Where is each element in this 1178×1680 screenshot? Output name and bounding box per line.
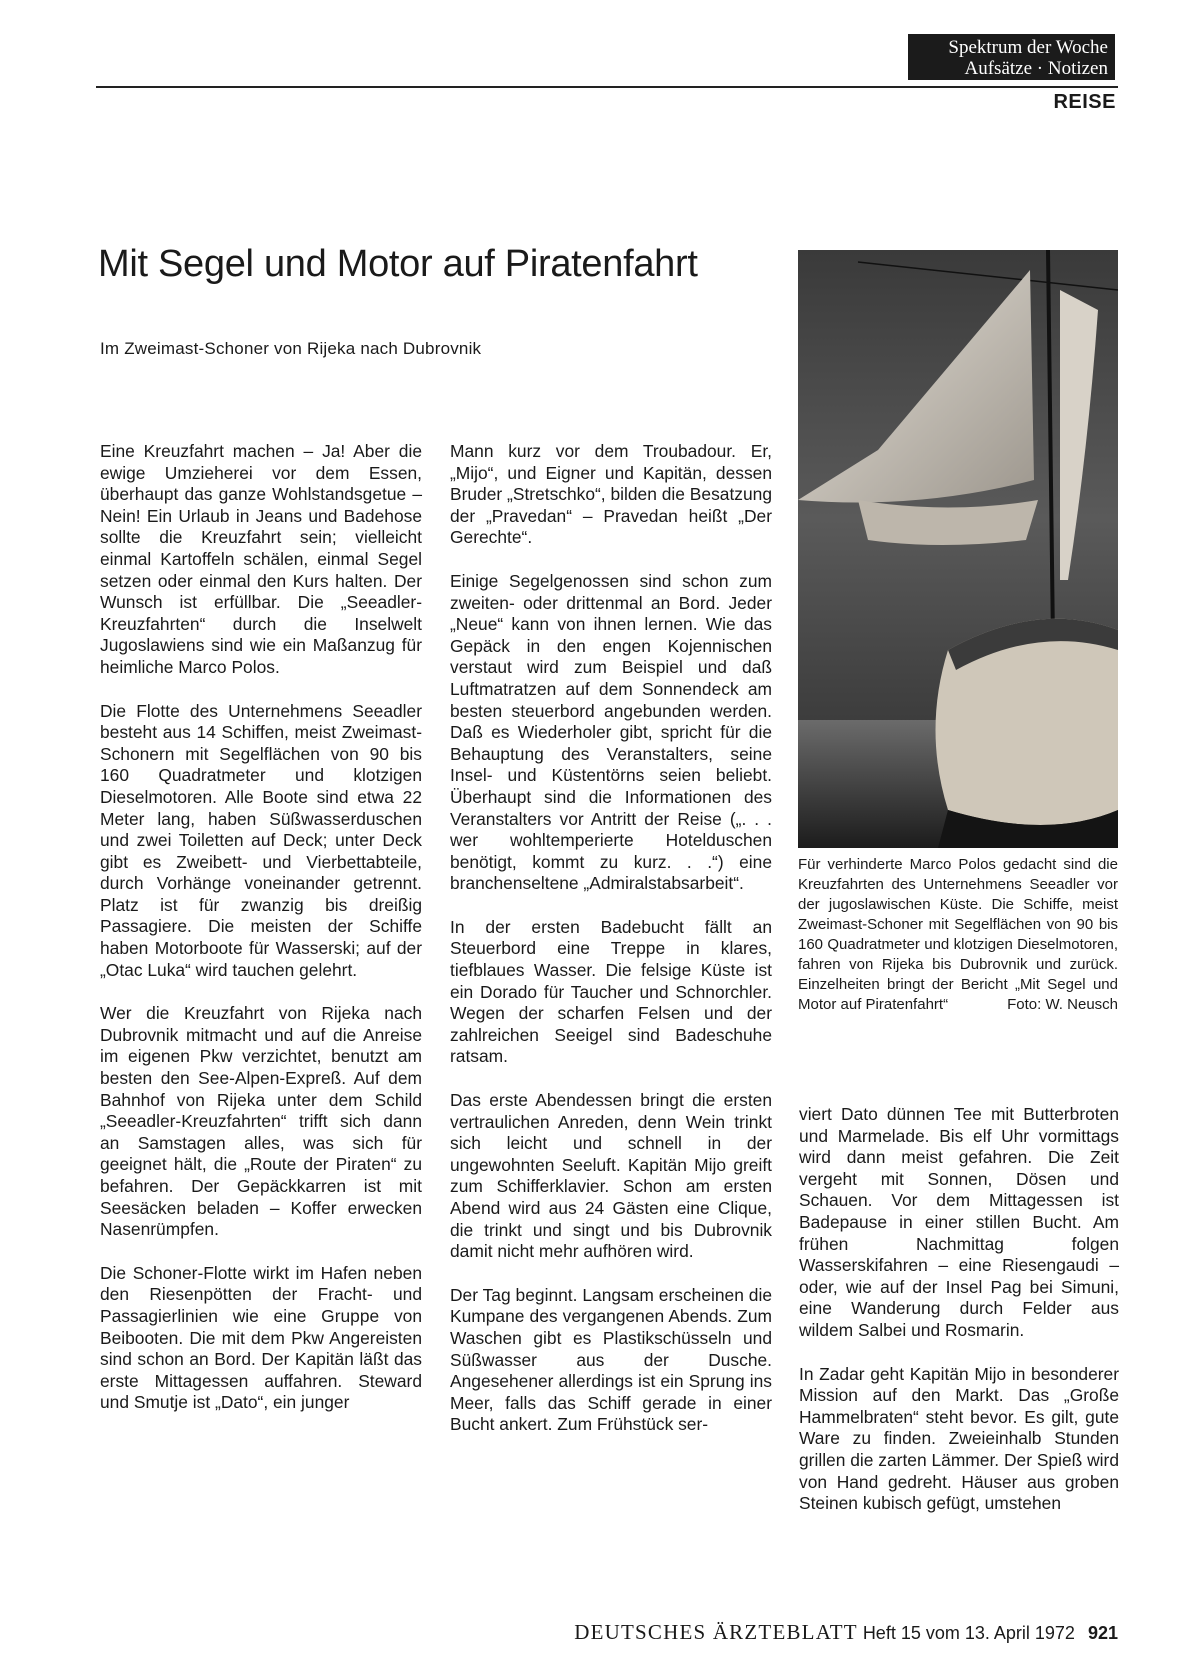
paragraph: Einige Segelgenossen sind schon zum zweiten- oder drittenmal an Bord. Jeder „Neue“ kann von ihnen lernen. Wie das Gepäck in den engen Kojennischen verstaut wird zum Beispiel und daß Luftmatratzen auf dem Sonnendeck am besten steuerbord angebunden werden. Daß es Wiederholer gibt, spricht für die Behauptung des Veranstalters, seine Insel- und Küstentörns seien beliebt. Überhaupt sind die Informationen des Veranstalters vor Antritt der Reise („. . . wer wohltemperierte Hotelduschen benötigt, kommt zu kurz. . .“) eine branchenseltene „Admiralstabsarbeit“. (450, 570, 772, 894)
page-number: 921 (1087, 1623, 1118, 1643)
paragraph: Der Tag beginnt. Langsam erscheinen die Kumpane des vergangenen Abends. Zum Waschen gibt es Plastikschüsseln und Süßwasser aus der Dusche. Angesehener allerdings ist ein Sprung ins Meer, falls das Schiff gerade in einer Bucht ankert. Zum Frühstück ser- (450, 1284, 772, 1435)
photo-caption (798, 855, 1118, 1015)
photo-credit: Foto: W. Neusch (1007, 996, 1118, 1013)
header-rule (96, 86, 1118, 88)
caption-text: Für verhinderte Marco Polos gedacht sind die Kreuzfahrten des Unternehmens Seeadler vor der jugoslawischen Küste. Die Schiffe, meist Zweimast-Schoner mit Segelflächen von 90 bis 160 Quadratmeter und klotzigen Dieselmotoren, fahren von Rijeka bis Dubrovnik und zurück. Einzelheiten bringt der Bericht „Mit Segel und Motor auf Piratenfahrt“ (798, 856, 1118, 1013)
issue-info: Heft 15 vom 13. April 1972 (862, 1623, 1075, 1643)
section-label: REISE (1053, 91, 1116, 113)
paragraph: viert Dato dünnen Tee mit Butterbroten und Marmelade. Bis elf Uhr vormittags wird dann meist gefahren. Die Zeit vergeht mit Sonnen, Dösen und Schauen. Vor dem Mittagessen ist Badepause in einer stillen Bucht. Am frühen Nachmittag folgen Wasserskifahren – eine Riesengaudi – oder, wie auf der Insel Pag bei Simuni, eine Wanderung durch Felder aus wildem Salbei und Rosmarin. (799, 1104, 1119, 1340)
paragraph: In der ersten Badebucht fällt an Steuerbord eine Treppe in klares, tiefblaues Wasser. Die felsige Küste ist ein Dorado für Taucher und Schnorchler. Wegen der scharfen Felsen und der zahlreichen Seeigel sind Badeschuhe ratsam. (450, 916, 772, 1067)
section-badge (908, 34, 1115, 80)
paragraph: Die Schoner-Flotte wirkt im Hafen neben den Riesenpötten der Fracht- und Passagierlinien wie eine Gruppe von Beibooten. Die mit dem Pkw Angereisten sind schon an Bord. Der Kapitän läßt das erste Mittagessen auffahren. Steward und Smutje ist „Dato“, ein junger (100, 1262, 422, 1413)
badge-line-1: Spektrum der Woche (948, 37, 1108, 58)
article-title: Mit Segel und Motor auf Piratenfahrt (98, 243, 698, 285)
paragraph: Wer die Kreuzfahrt von Rijeka nach Dubrovnik mitmacht und auf die Anreise im eigenen Pkw verzichtet, benutzt am besten den See-Alpen-Expreß. Auf dem Bahnhof von Rijeka unter dem Schild „Seeadler-Kreuzfahrten“ trifft sich dann an Samstagen alles, was sich für geeignet hält, die „Route der Piraten“ zu befahren. Der Gepäckkarren ist mit Seesäcken beladen – Koffer erwecken Nasenrümpfen. (100, 1003, 422, 1240)
page-footer (574, 1620, 1118, 1645)
paragraph: In Zadar geht Kapitän Mijo in besonderer Mission auf den Markt. Das „Große Hammelbraten“ steht bevor. Es gilt, gute Ware zu finden. Zweieinhalb Stunden grillen die zarten Lämmer. Der Spieß wird von Hand gedreht. Häuser aus groben Steinen kubisch gefügt, umstehen (799, 1363, 1119, 1514)
paragraph: Eine Kreuzfahrt machen – Ja! Aber die ewige Umzieherei vor dem Essen, überhaupt das ganze Wohlstandsgetue – Nein! Ein Urlaub in Jeans und Badehose sollte die Kreuzfahrt sein; vielleicht einmal Kartoffeln schälen, einmal Segel setzen oder einmal den Kurs halten. Der Wunsch ist erfüllbar. Die „Seeadler-Kreuzfahrten“ durch die Inselwelt Jugoslawiens sind wie ein Maßanzug für heimliche Marco Polos. (100, 441, 422, 677)
text-column-1 (100, 441, 422, 1436)
paragraph: Das erste Abendessen bringt die ersten vertraulichen Anreden, denn Wein trinkt sich leicht und schnell in der ungewohnten Seeluft. Kapitän Mijo greift zum Schifferklavier. Schon am ersten Abend wird aus 24 Gästen eine Clique, die trinkt und singt und bis Dubrovnik damit nicht mehr aufhören wird. (450, 1090, 772, 1262)
text-column-3 (799, 1104, 1119, 1537)
magazine-name: DEUTSCHES ÄRZTEBLATT (574, 1620, 858, 1644)
schooner-photo (798, 250, 1118, 848)
paragraph: Die Flotte des Unternehmens Seeadler besteht aus 14 Schiffen, meist Zweimast-Schonern mit Segelflächen von 90 bis 160 Quadratmeter und klotzigen Dieselmotoren. Alle Boote sind etwa 22 Meter lang, haben Süßwasserduschen und zwei Toiletten auf Deck; unter Deck gibt es Zweibett- und Vierbettabteile, durch Vorhänge voneinander getrennt. Platz ist für zwanzig bis dreißig Passagiere. Die meisten der Schiffe haben Motorboote für Wasserski; auf der „Otac Luka“ wird tauchen gelehrt. (100, 700, 422, 980)
paragraph: Mann kurz vor dem Troubadour. Er, „Mijo“, und Eigner und Kapitän, dessen Bruder „Stretschko“, bilden die Besatzung der „Pravedan“ – Pravedan heißt „Der Gerechte“. (450, 441, 772, 548)
text-column-2 (450, 441, 772, 1458)
badge-line-2: Aufsätze · Notizen (964, 58, 1108, 79)
article-subtitle: Im Zweimast-Schoner von Rijeka nach Dubrovnik (100, 339, 482, 358)
